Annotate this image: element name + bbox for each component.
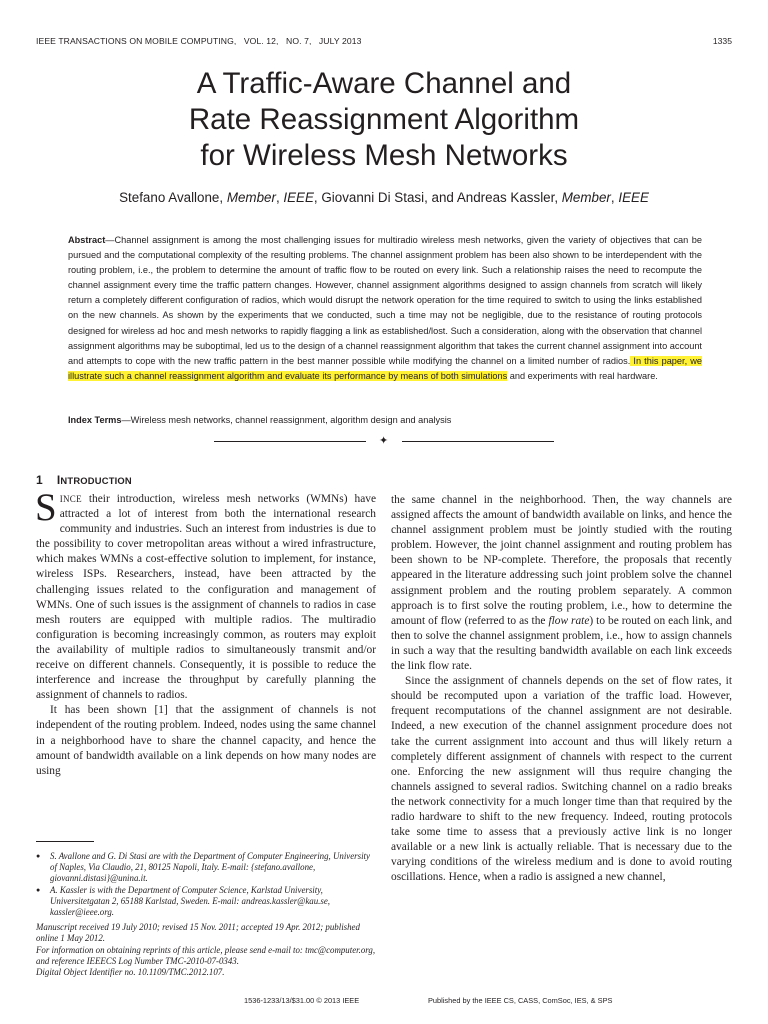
body-column-right [391, 493, 732, 885]
intro-paragraph-3-text-a: the same channel in the neighborhood. Then, the way channels are assigned affects the amount of bandwidth available on links, and hence the channel assignment problem must be jointly studied with the routing problem. However, the joint channel assignment and routing problem has been shown to be NP-complete. Therefore, the proposals that recently appeared in the literature addressing such joint problem solve the channel assignment problem and the routing problem separately. A common approach is to first solve the routing problem, i.e., how to determine the amount of flow (referred to as the [391, 494, 732, 627]
section-divider [214, 435, 554, 447]
affiliation-list [36, 851, 376, 918]
footnote-rule [36, 841, 94, 842]
divider-diamond-icon: ✦ [379, 435, 389, 447]
manuscript-dates: Manuscript received 19 July 2010; revised 15 Nov. 2011; accepted 19 Apr. 2012; published online 1 May 2012. [36, 922, 360, 944]
doi-line: Digital Object Identifier no. 10.1109/TMC.2012.107. [36, 967, 225, 978]
affiliation-item [36, 851, 376, 885]
author-1-org: IEEE [283, 190, 314, 205]
section-heading [36, 473, 132, 487]
index-terms-text: —Wireless mesh networks, channel reassignment, algorithm design and analysis [121, 415, 452, 425]
title-line-3: for Wireless Mesh Networks [200, 139, 568, 172]
abstract-text: —Channel assignment is among the most challenging issues for multiradio wireless mesh networks, given the variety of objectives that can be pursued and the computational complexity of the resulting problems. The channel assignment problem has been also shown to be interdependent with the routing problem, i.e., the problem to determine the amount of traffic flow to be routed on every link. Such a relationship raises the need to recompute the channel assignment every time the traffic pattern changes. However, channel assignment algorithms designed to assign channels from scratch will likely return a completely different configuration of radios, which would disrupt the network operation for the time required to switch to using the links established on the new channels. As shown by the experiments that we conducted, such a time may not be negligible, due to the resistance of routing protocols designed for wireless ad hoc and mesh networks to rapidly flagging a link as established/lost. Such a consideration, along with the observation that channel assignment algorithms may be suboptimal, led us to the design of a channel reassignment algorithm that takes the current channel assignment into account and attempts to cope with the new traffic pattern in the best manner possible while modifying the channel on a limited number of radios. [68, 235, 702, 366]
paper-title [60, 66, 708, 174]
title-line-1: A Traffic-Aware Channel and [196, 67, 572, 100]
author-middle: , Giovanni Di Stasi, and Andreas Kassler, [313, 190, 562, 205]
publication-info [36, 922, 376, 978]
section-number: 1 [36, 473, 43, 487]
author-3-role: Member [561, 190, 611, 205]
flow-rate-term: flow rate [548, 614, 590, 627]
index-terms-label: Index Terms [68, 415, 122, 425]
publisher-line: Published by the IEEE CS, CASS, ComSoc, IES, & SPS [428, 996, 613, 1005]
author-1-name: Stefano Avallone, [119, 190, 227, 205]
body-column-left [35, 486, 376, 779]
intro-paragraph-1-text: their introduction, wireless mesh networks (WMNs) have attracted a lot of interest from both the international research community and industries. Such an interest from industries is due to the possibility to cover metropolitan areas without a wired infrastructure, which makes WMNs a cost-effective solution to implement, for instance, wireless ISPs. Researchers, instead, have been attracted by the challenging issues related to the configuration and management of WMNs. One of such issues is the assignment of channels to radios in case mesh routers are equipped with multiple radios. The multiradio configuration is becoming increasingly common, as routers may exploit the availability of multiple radios to simultaneously transmit and/or receive on different channels. Consequently, it is possible to reduce the interference and increase the throughput by carefully planning the assignment of channels to radios. [36, 493, 376, 702]
running-head [36, 36, 732, 50]
author-1-sep: , [275, 190, 284, 205]
bullet-icon: ● [36, 885, 41, 894]
affiliation-item [36, 885, 376, 919]
affiliation-text-2: A. Kassler is with the Department of Computer Science, Karlstad University, Universitetgatan 2, 65188 Karlstad, Sweden. E-mail: andreas.kassler@kau.se, kassler@ieee.org. [50, 884, 330, 918]
drop-cap: S [35, 486, 57, 529]
page-footer [36, 996, 732, 1010]
issn-copyright: 1536-1233/13/$31.00 © 2013 IEEE [244, 996, 360, 1005]
intro-paragraph-4: Since the assignment of channels depends on the set of flow rates, it should be recomputed upon a variation of the traffic load. However, frequent recomputations of the channel assignment are not desirable. Indeed, a new execution of the channel assignment procedure does not take the current assignment into account and thus will likely return a completely different assignment of channels with respect to the current one. Enforcing the new assignment will thus require changing the channels assigned to several radios. Switching channel on a radio breaks the network connectivity for a much longer time than that required by the radio hardware to shift to the new frequency. Indeed, routing protocols take some time to assess that a previously active link is no longer available or a new link is actually reliable. That is necessary due to the varying conditions of the wireless medium and is done to avoid routing oscillations. Hence, when a radio is assigned a new channel, [391, 675, 732, 884]
divider-rule-right [402, 441, 554, 442]
journal-line: IEEE TRANSACTIONS ON MOBILE COMPUTING, VOL. 12, NO. 7, JULY 2013 [36, 36, 362, 46]
author-3-org: IEEE [618, 190, 649, 205]
title-line-2: Rate Reassignment Algorithm [188, 103, 580, 136]
abstract-tail: and experiments with real hardware. [507, 370, 658, 381]
author-line [36, 189, 732, 207]
author-1-role: Member [226, 190, 276, 205]
section-title-rest: NTRODUCTION [60, 475, 132, 486]
bullet-icon: ● [36, 852, 41, 860]
intro-paragraph-3 [391, 493, 732, 674]
lead-smallcaps: INCE [59, 494, 82, 504]
intro-paragraph-2: It has been shown [1] that the assignment of channels is not independent of the routing problem. Indeed, nodes using the same channel in a neighborhood have to share the channel capacity, and hence the amount of bandwidth available on a link depends on how many nodes are using [36, 704, 376, 777]
affiliation-text-1: S. Avallone and G. Di Stasi are with the Department of Computer Engineering, University of Naples, Via Claudio, 21, 80125 Napoli, Italy. E-mail: {stefano.avallone, giovanni.distasi}@unina.it. [50, 851, 370, 884]
section-title-initial: I [56, 473, 61, 487]
abstract-label: Abstract [68, 235, 106, 245]
highlighted-text[interactable]: In this paper, we illustrate such a channel reassignment algorithm and evaluate its performance by means of both simulations [68, 355, 702, 381]
intro-paragraph-3-text-b: ) to be routed on each link, and then to solve the channel assignment problem, i.e., how to assign channels in such a way that the resulting bandwidth available on each link exceeds the link flow rate. [391, 614, 732, 673]
author-3-sep: , [610, 190, 619, 205]
reprints-info: For information on obtaining reprints of this article, please send e-mail to: tmc@computer.org, and reference IEEECS Log Number TMC-2010-07-0343. [36, 944, 376, 966]
page-number: 1335 [712, 36, 732, 46]
footnotes [36, 851, 376, 978]
divider-rule-left [214, 441, 366, 442]
abstract [68, 233, 702, 384]
index-terms [68, 413, 702, 427]
intro-paragraph-1 [35, 486, 376, 703]
